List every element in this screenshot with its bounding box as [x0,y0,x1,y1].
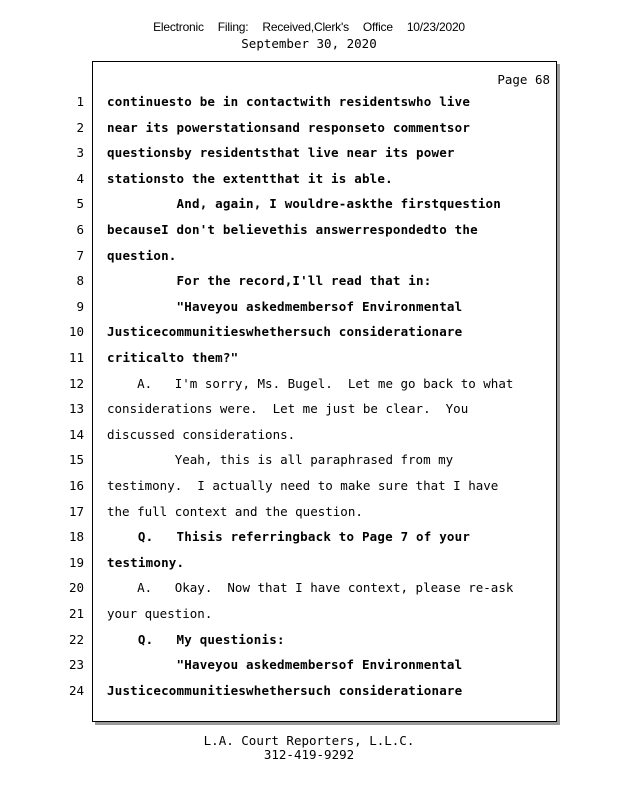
filing-label-office: Office [362,20,393,34]
line-number: 1 [76,94,84,109]
transcript-line: discussed considerations. [107,426,296,442]
transcript-line: testimony. I actually need to make sure that I have [107,478,499,493]
line-number: 19 [68,554,84,570]
line-number: 13 [68,401,84,417]
filing-label-electronic: Electronic [153,20,204,34]
line-number: 21 [68,606,84,621]
transcript-line: considerations were. Let me just be clear. You [107,401,469,417]
transcript-line: stationsto the extentthat it is able. [107,170,393,186]
transcript-line: Justicecommunitieswhethersuch considerationare [107,682,463,698]
court-reporter-name: L.A. Court Reporters, L.L.C. [203,733,415,748]
transcript-line: near its powerstationsand responseto commentsor [107,119,471,135]
line-number: 14 [68,426,84,442]
transcript-line: the full context and the question. [107,503,363,519]
filing-date: 10/23/2020 [406,20,465,34]
transcript-line: your question. [107,606,213,621]
transcript-line: A. I'm sorry, Ms. Bugel. Let me go back to what [107,375,514,391]
line-number: 2 [76,119,84,135]
transcript-line: "Haveyou askedmembersof Environmental [107,657,463,673]
line-number: 5 [76,196,84,212]
filing-label-received: Received,Clerk's [262,20,349,34]
transcript-line: And, again, I wouldre-askthe firstquestion [107,196,502,212]
transcript-line: continuesto be in contactwith residentswho live [107,94,471,109]
line-number: 15 [68,452,84,468]
line-number: 23 [68,657,84,673]
line-number: 10 [68,324,84,340]
line-number: 8 [76,273,84,289]
transcript-line: For the record,I'll read that in: [107,273,432,289]
line-number: 24 [68,682,84,698]
line-number: 4 [76,170,84,186]
transcript-line: testimony. [107,554,185,570]
page-number: Page 68 [497,72,550,87]
transcript-line: Yeah, this is all paraphrased from my [107,452,454,468]
deposition-date: September 30, 2020 [241,36,377,51]
line-number: 11 [68,350,84,365]
transcript-line: criticalto them?" [107,350,239,365]
filing-label-filing: Filing: [217,20,249,34]
court-reporter-phone: 312-419-9292 [263,747,355,762]
line-number: 17 [68,503,84,519]
transcript-line: question. [107,247,177,263]
line-number: 6 [76,222,84,237]
transcript-line: Justicecommunitieswhethersuch considerationare [107,324,463,340]
transcript-line: A. Okay. Now that I have context, please re-ask [107,580,514,596]
line-number: 16 [68,478,84,493]
transcript-line: becauseI don't believethis answerrespondedto the [107,222,478,237]
transcript-line: questionsby residentsthat live near its power [107,145,455,161]
line-number: 3 [76,145,84,161]
transcript-line: Q. My questionis: [107,631,285,647]
line-number: 12 [68,375,84,391]
filing-stamp [0,20,618,34]
line-number: 22 [68,631,84,647]
transcript-line: Q. Thisis referringback to Page 7 of your [107,529,471,545]
line-number: 9 [76,298,84,314]
line-number: 20 [68,580,84,596]
transcript-line: "Haveyou askedmembersof Environmental [107,298,463,314]
line-number: 18 [68,529,84,545]
line-number: 7 [76,247,84,263]
